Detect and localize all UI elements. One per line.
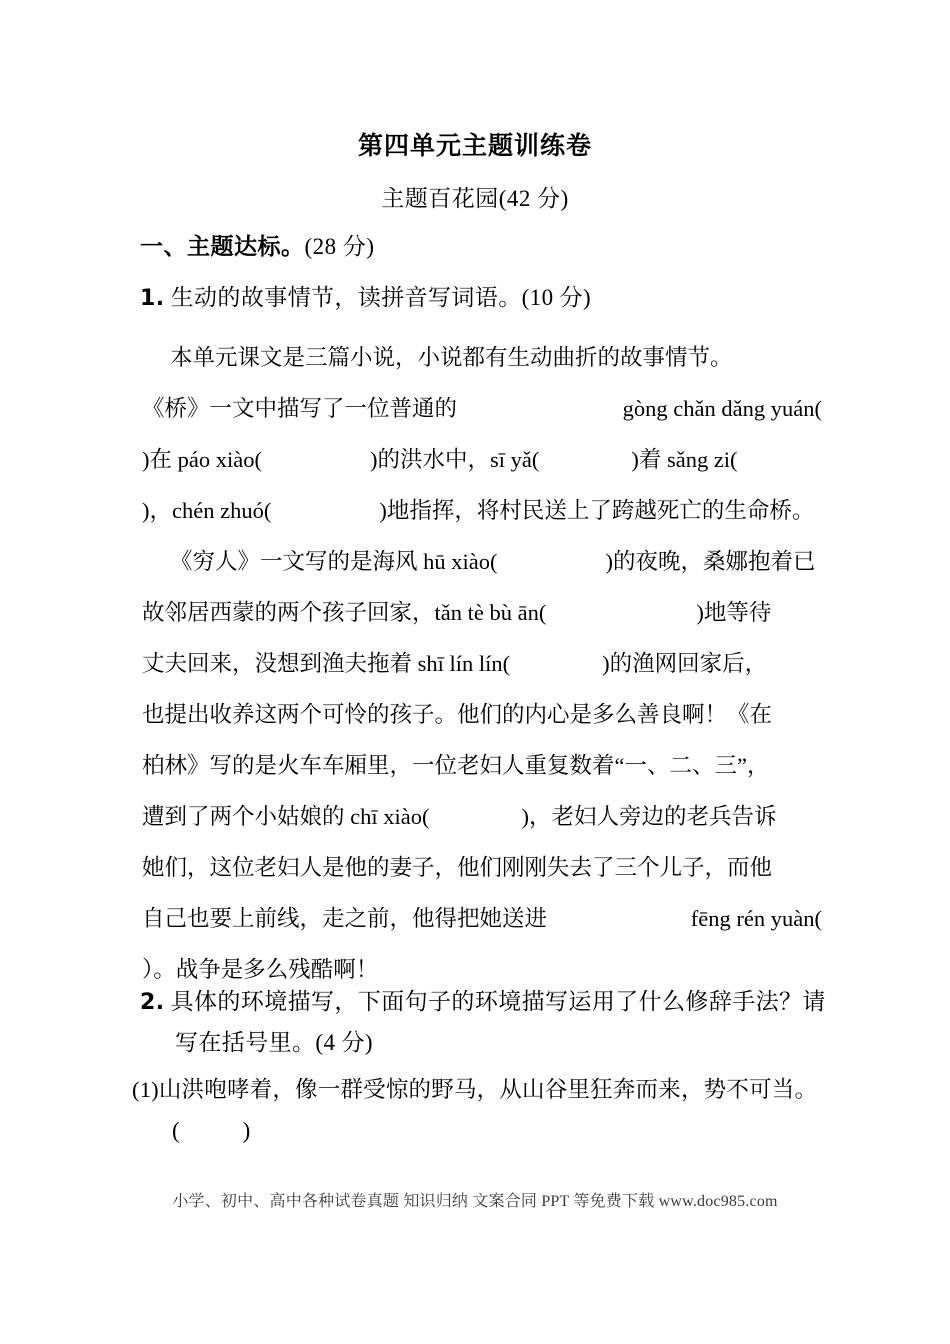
cloze-blank-chixiao-label: 遭到了两个小姑娘的 chī xiào( <box>142 804 430 829</box>
cloze-line-9 <box>142 740 822 791</box>
cloze-line-11-text: 她们，这位老妇人是他的妻子，他们刚刚失去了三个儿子，而他 <box>142 855 773 880</box>
cloze-line-5 <box>142 536 822 587</box>
cloze-blank-huxiao-label: 《穷人》一文写的是海风 hū xiào( <box>170 549 498 574</box>
cloze-line-2-pinyin: gòng chǎn dǎng yuán( <box>622 396 822 421</box>
cloze-line-5-text: )的夜晚，桑娜抱着已 <box>605 549 816 574</box>
cloze-line-4-text: )地指挥，将村民送上了跨越死亡的生命桥。 <box>379 498 815 523</box>
cloze-blank-tantebuan-label: 故邻居西蒙的两个孩子回家，tǎn tè bù ān( <box>142 600 547 625</box>
answer-paren-close: ) <box>242 1118 252 1143</box>
cloze-line-1 <box>142 332 822 383</box>
cloze-line-12-text: 自己也要上前线，走之前，他得把她送进 <box>142 906 548 931</box>
page-subtitle: 主题百花园(42 分) <box>381 186 569 211</box>
cloze-line-6 <box>142 587 822 638</box>
cloze-line-1-text: 本单元课文是三篇小说，小说都有生动曲折的故事情节。 <box>170 345 733 370</box>
question-2-heading <box>140 982 840 1063</box>
cloze-blank-sangzi-label: )着 sǎng zi( <box>631 447 738 472</box>
question-1-cloze-body <box>142 332 822 995</box>
cloze-line-13-text: ）。战争是多么残酷啊！ <box>142 957 379 982</box>
section-heading <box>140 228 375 261</box>
cloze-line-9-text: 柏林》写的是火车车厢里，一位老妇人重复数着“一、二、三”， <box>142 753 770 778</box>
cloze-line-2 <box>142 383 822 434</box>
question-2-item-1 <box>132 1072 832 1104</box>
question-1-text: 生动的故事情节，读拼音写词语。(10 分) <box>170 285 592 310</box>
answer-paren-open: ( <box>172 1118 181 1143</box>
question-2-item-1-label: (1) <box>132 1077 159 1102</box>
section-heading-label: 一、主题达标。 <box>140 234 305 260</box>
question-1-heading <box>140 278 591 319</box>
cloze-line-11 <box>142 842 822 893</box>
cloze-line-10 <box>142 791 822 842</box>
question-2-number: 2. <box>140 990 165 1015</box>
cloze-line-7 <box>142 638 822 689</box>
footer-watermark: 小学、初中、高中各种试卷真题 知识归纳 文案合同 PPT 等免费下载 www.doc985.com <box>172 1193 778 1210</box>
cloze-line-10-text: )，老妇人旁边的老兵告诉 <box>521 804 777 829</box>
cloze-line-7-text: )的渔网回家后， <box>602 651 768 676</box>
question-2-item-1-answer-field[interactable] <box>172 1118 251 1144</box>
cloze-line-12 <box>142 893 822 944</box>
cloze-line-8 <box>142 689 822 740</box>
cloze-line-8-text: 也提出收养这两个可怜的孩子。他们的内心是多么善良啊！《在 <box>142 702 773 727</box>
cloze-blank-siya-label: )的洪水中，sī yǎ( <box>369 447 540 472</box>
cloze-blank-paoxiao-label: )在 páo xiào( <box>142 447 262 472</box>
page-title: 第四单元主题训练卷 <box>357 131 592 160</box>
cloze-line-12-pinyin: fēng rén yuàn( <box>690 906 822 931</box>
cloze-line-2-text: 《桥》一文中描写了一位普通的 <box>142 396 458 421</box>
cloze-line-6-text: )地等待 <box>696 600 772 625</box>
question-1-number: 1. <box>140 286 165 311</box>
cloze-line-3 <box>142 434 822 485</box>
question-2-text-line2: 写在括号里。(4 分) <box>175 1030 373 1055</box>
cloze-line-4 <box>142 485 822 536</box>
question-2-text-line1: 具体的环境描写，下面句子的环境描写运用了什么修辞手法？请 <box>170 989 826 1014</box>
cloze-blank-chenzhuo-label: )，chén zhuó( <box>142 498 272 523</box>
section-heading-points: (28 分) <box>304 234 375 259</box>
question-2-item-1-text: 山洪咆哮着，像一群受惊的野马，从山谷里狂奔而来，势不可当。 <box>158 1077 818 1102</box>
cloze-blank-shilinlin-label: 丈夫回来，没想到渔夫拖着 shī lín lín( <box>142 651 511 676</box>
